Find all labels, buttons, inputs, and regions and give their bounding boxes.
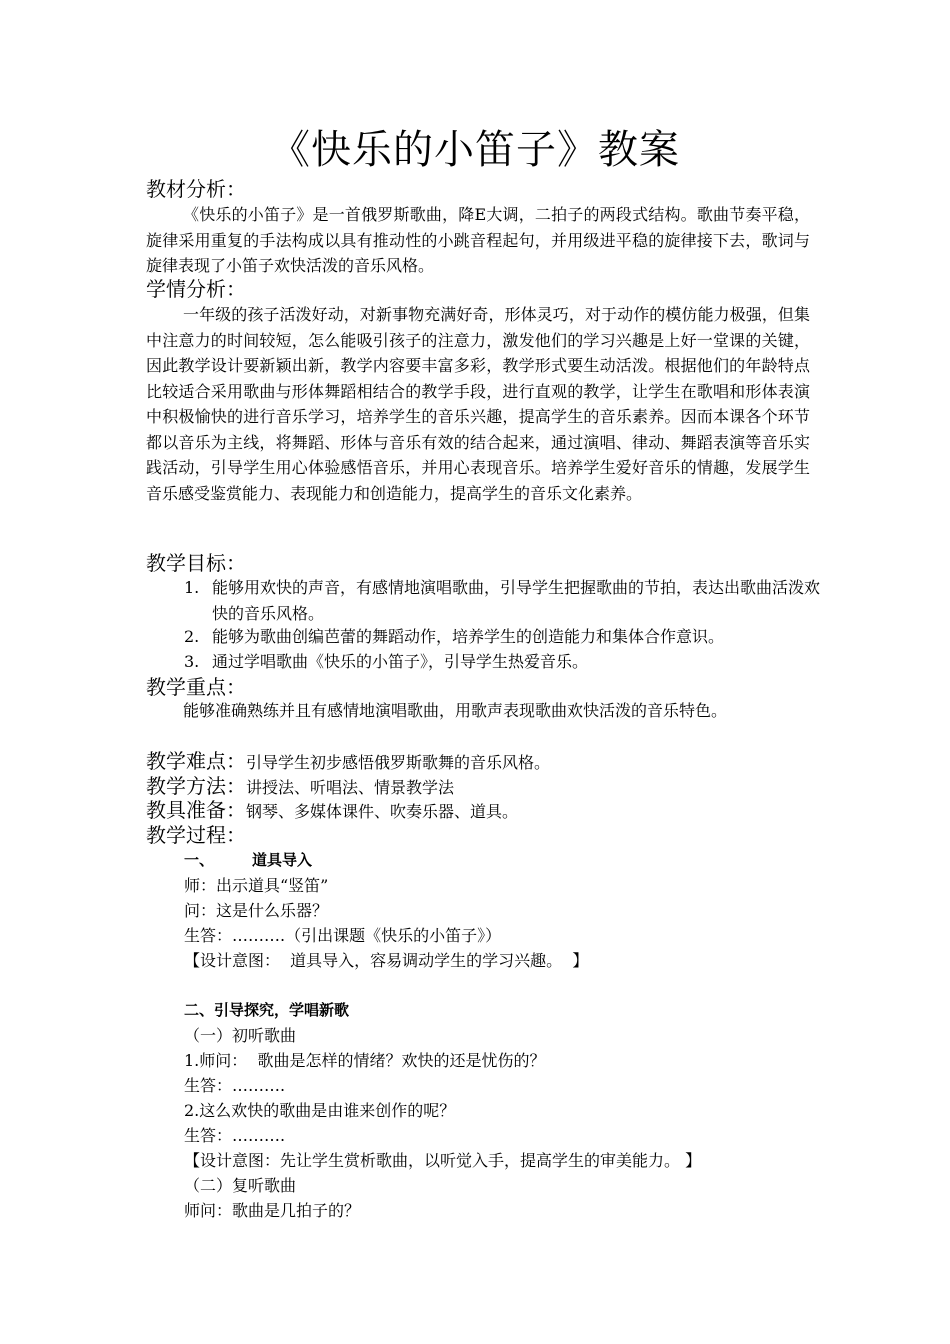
design-intent-line: 【设计意图： 道具导入，容易调动学生的学习兴趣。 】 xyxy=(184,951,589,970)
goal-text: 通过学唱歌曲《快乐的小笛子》，引导学生热爱音乐。 xyxy=(212,652,589,671)
process-line: 生答：……….（引出课题《快乐的小笛子》） xyxy=(184,926,502,945)
goals-heading: 教学目标： xyxy=(146,551,246,575)
goal-item xyxy=(184,575,824,626)
difficulty-heading: 教学难点： xyxy=(146,749,246,773)
tools-heading: 教具准备： xyxy=(146,798,246,822)
process-line: 生答：………. xyxy=(184,1126,286,1145)
section-one-title: 道具导入 xyxy=(252,851,313,869)
process-line: 问：这是什么乐器？ xyxy=(184,901,329,920)
students-text: 一年级的孩子活泼好动，对新事物充满好奇，形体灵巧，对于动作的模仿能力极强，但集中注意力的时间较短，怎么能吸引孩子的注意力，激发他们的学习兴趣是上好一堂课的关键，因此教学设计要新颖出新，教学内容要丰富多彩，教学形式要生动活泼。根据他们的年龄特点比较适合采用歌曲与形体舞蹈相结合的教学手段，进行直观的教学，让学生在歌唱和形体表演中积极愉快的进行音乐学习，培养学生的音乐兴趣，提高学生的音乐素养。因而本课各个环节都以音乐为主线，将舞蹈、形体与音乐有效的结合起来，通过演唱、律动、舞蹈表演等音乐实践活动，引导学生用心体验感悟音乐，并用心表现音乐。培养学生爱好音乐的情趣，发展学生音乐感受鉴赏能力、表现能力和创造能力，提高学生的音乐文化素养。 xyxy=(146,305,810,503)
material-heading: 教材分析： xyxy=(146,177,246,201)
goal-item xyxy=(184,624,844,650)
process-line: 师：出示道具“竖笛” xyxy=(184,876,329,895)
tools-row xyxy=(146,797,518,825)
document-title: 《快乐的小笛子》教案 xyxy=(270,127,680,173)
process-line: 师问：歌曲是几拍子的？ xyxy=(184,1201,361,1220)
goal-number: 3. xyxy=(184,652,200,671)
goal-number: 2. xyxy=(184,627,200,646)
process-line: （一）初听歌曲 xyxy=(184,1026,297,1045)
process-line: 生答：………. xyxy=(184,1076,286,1095)
goal-text: 能够用欢快的声音，有感情地演唱歌曲，引导学生把握歌曲的节拍，表达出歌曲活泼欢快的音乐风格。 xyxy=(212,578,821,623)
keypoint-text: 能够准确熟练并且有感情地演唱歌曲，用歌声表现歌曲欢快活泼的音乐特色。 xyxy=(183,701,728,720)
students-heading: 学情分析： xyxy=(146,277,246,301)
goal-text: 能够为歌曲创编芭蕾的舞蹈动作，培养学生的创造能力和集体合作意识。 xyxy=(212,627,725,646)
material-text: 《快乐的小笛子》是一首俄罗斯歌曲，降E大调，二拍子的两段式结构。歌曲节奏平稳，旋律采用重复的手法构成以具有推动性的小跳音程起句，并用级进平稳的旋律接下去，歌词与旋律表现了小笛子欢快活泼的音乐风格。 xyxy=(146,205,810,275)
section-two-heading: 二、引导探究，学唱新歌 xyxy=(184,1001,350,1019)
process-heading: 教学过程： xyxy=(146,823,246,847)
section-one-number: 一、 xyxy=(184,851,215,869)
process-line: （二）复听歌曲 xyxy=(184,1176,297,1195)
design-intent-line: 【设计意图：先让学生赏析歌曲，以听觉入手，提高学生的审美能力。 】 xyxy=(184,1151,702,1170)
process-line: 1.师问： 歌曲是怎样的情绪？欢快的还是忧伤的？ xyxy=(184,1051,546,1070)
section-one-heading xyxy=(184,848,312,873)
process-line: 2.这么欢快的歌曲是由谁来创作的呢？ xyxy=(184,1101,456,1120)
goal-item xyxy=(184,649,824,675)
method-text: 讲授法、听唱法、情景教学法 xyxy=(246,778,455,797)
tools-text: 钢琴、多媒体课件、吹奏乐器、道具。 xyxy=(246,802,519,821)
keypoint-heading: 教学重点： xyxy=(146,675,246,699)
method-heading: 教学方法： xyxy=(146,774,246,798)
difficulty-row xyxy=(146,748,550,776)
difficulty-text: 引导学生初步感悟俄罗斯歌舞的音乐风格。 xyxy=(246,753,551,772)
goal-number: 1. xyxy=(184,578,200,597)
